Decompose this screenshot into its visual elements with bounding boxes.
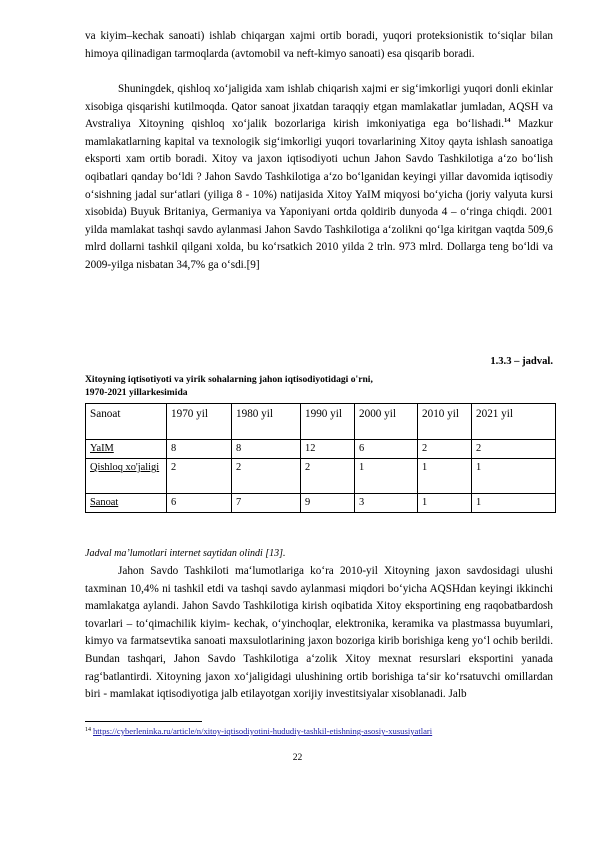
- data-table: [85, 403, 556, 513]
- table-cell: 6: [355, 440, 418, 459]
- table-cell: 2: [167, 459, 232, 494]
- page-number: 22: [292, 752, 303, 763]
- footnote-link[interactable]: https://cyberleninka.ru/article/n/xitoy-iqtisodiyotini-hududiy-tashkil-etishning-asosiy-xususiyatlari: [93, 726, 433, 736]
- table-cell: 9: [301, 494, 355, 513]
- table-title-line2: 1970-2021 yillarkesimida: [85, 387, 188, 398]
- paragraph-intro: va kiyim–kechak sanoati) ishlab chiqargan xajmi ortib boradi, yuqori proteksionistik to‘siqlar bilan himoya qilinadigan tarmoqlarda (avtomobil va neft-kimyo sanoati) esa qisqarib boradi.: [85, 30, 553, 60]
- table-cell: 8: [232, 440, 301, 459]
- footnote-number: 14: [85, 727, 91, 733]
- paragraph-agriculture-part2: Mazkur mamlakatlarning kapital va texnologik sig‘imkorligi yuqori tovarlarining Xitoy qayta ishlash sanoatiga eksporti xam ortib boradi. Xitoy va jaxon iqtisodiyoti uchun Jahon Savdo Tashkilotiga a‘zo bo‘lish oqibatlari qanday bo‘ldi ? Jahon Savdo Tashkilotiga a‘zo bo‘lganidan keyingi yillar davomida iqtisodiy o‘sishning jadal sur‘atlari (yiliga 8 - 10%) natijasida Xitoy YaIM miqyosi bo‘yicha (joriy valyuta kursi xisobida) Buyuk Britaniya, Germaniya va Yaponiyani ortda qoldirib dunyoda 4 – o‘ringa chiqdi. 2001 yilda mamlakat tashqi savdo aylanmasi Jahon Savdo Tashkilotiga a‘zolikni qo‘lga kiritgan vaqtda 509,6 mlrd dollarni tashkil qilgani xolda, bu ko‘rsatkich 2010 yilda 2 trln. 973 mlrd. Dollarga teng bo‘ldi va 2009-yilga nisbatan 34,7% ga o‘sdi.[9]: [85, 118, 553, 271]
- table-cell: 8: [167, 440, 232, 459]
- footnote-ref[interactable]: 14: [504, 117, 511, 125]
- table-row-label: Qishloq xo'jaligi: [86, 459, 167, 494]
- paragraph-agriculture-part1: Shuningdek, qishloq xo‘jaligida xam ishlab chiqarish xajmi er sig‘imkorligi yuqori donli ekinlar xisobiga qisqarishi kutilmoqda. Qator sanoat jixatdan taraqqiy etgan mamlakatlar jumladan, AQSH va Avstraliya Xitoyning qishloq xo‘jalik bozorlariga kirish imkoniyatiga ega bo‘lishadi.: [85, 83, 553, 131]
- paragraph-agriculture: [85, 81, 553, 275]
- table-header-cell: 2010 yil: [418, 404, 472, 440]
- table-cell: 1: [472, 459, 556, 494]
- table-cell: 1: [418, 494, 472, 513]
- table-source-note: Jadval ma’lumotlari internet saytidan olindi [13].: [85, 548, 286, 559]
- table-header-cell: Sanoat: [86, 404, 167, 440]
- table-cell: 7: [232, 494, 301, 513]
- table-header-cell: 2000 yil: [355, 404, 418, 440]
- table-label: 1.3.3 – jadval.: [490, 356, 553, 367]
- table-cell: 1: [418, 459, 472, 494]
- table-cell: 1: [355, 459, 418, 494]
- table-header-cell: 1990 yil: [301, 404, 355, 440]
- footnote-divider: [85, 721, 202, 722]
- table-row-label: YaIM: [86, 440, 167, 459]
- table-cell: 2: [418, 440, 472, 459]
- table-header-row: [86, 404, 556, 440]
- table-row-label: Sanoat: [86, 494, 167, 513]
- table-cell: 6: [167, 494, 232, 513]
- table-row: [86, 440, 556, 459]
- table-cell: 2: [472, 440, 556, 459]
- table-header-cell: 1970 yil: [167, 404, 232, 440]
- footnote: [85, 725, 545, 738]
- table-title: [85, 373, 555, 399]
- table-cell: 12: [301, 440, 355, 459]
- table-row: [86, 459, 556, 494]
- table-cell: 2: [301, 459, 355, 494]
- table-cell: 3: [355, 494, 418, 513]
- table-title-line1: Xitoyning iqtisotiyoti va yirik sohalarning jahon iqtisodiyotidagi o'rni,: [85, 374, 373, 385]
- table-header-cell: 2021 yil: [472, 404, 556, 440]
- table-row: [86, 494, 556, 513]
- table-header-cell: 1980 yil: [232, 404, 301, 440]
- table-cell: 2: [232, 459, 301, 494]
- table-cell: 1: [472, 494, 556, 513]
- paragraph-wto-share: Jahon Savdo Tashkiloti ma‘lumotlariga ko‘ra 2010-yil Xitoyning jaxon savdosidagi ulushi taxminan 10,4% ni tashkil etdi va tashqi savdo aylanmasi miqdori bo‘yicha AQSHdan keyingi ikkinchi mamlakatga aylandi. Jahon Savdo Tashkilotiga kirish oqibatida Xitoy eksportining eng raqobatbardosh tovarlari – to‘qimachilik kiyim- kechak, o‘yinchoqlar, elektronika, keramika va plastmassa buyumlari, kimyo va farmatsevtika sanoati maxsulotlarining jaxon bozoriga kirib borishiga keng yo‘l ochib berildi. Bundan tashqari, Jahon Savdo Tashkilotiga a‘zolik Xitoy mexnat resurslari eksportini yanada rag‘batlantirdi. Xitoyning jaxon xo‘jaligidagi ulushining ortib borishiga ta‘sir ko‘rsatuvchi omillardan biri - mamlakat iqtisodiyotiga jalb etilayotgan xorijiy investitsiyalar xisoblanadi. Jalb: [85, 565, 553, 701]
